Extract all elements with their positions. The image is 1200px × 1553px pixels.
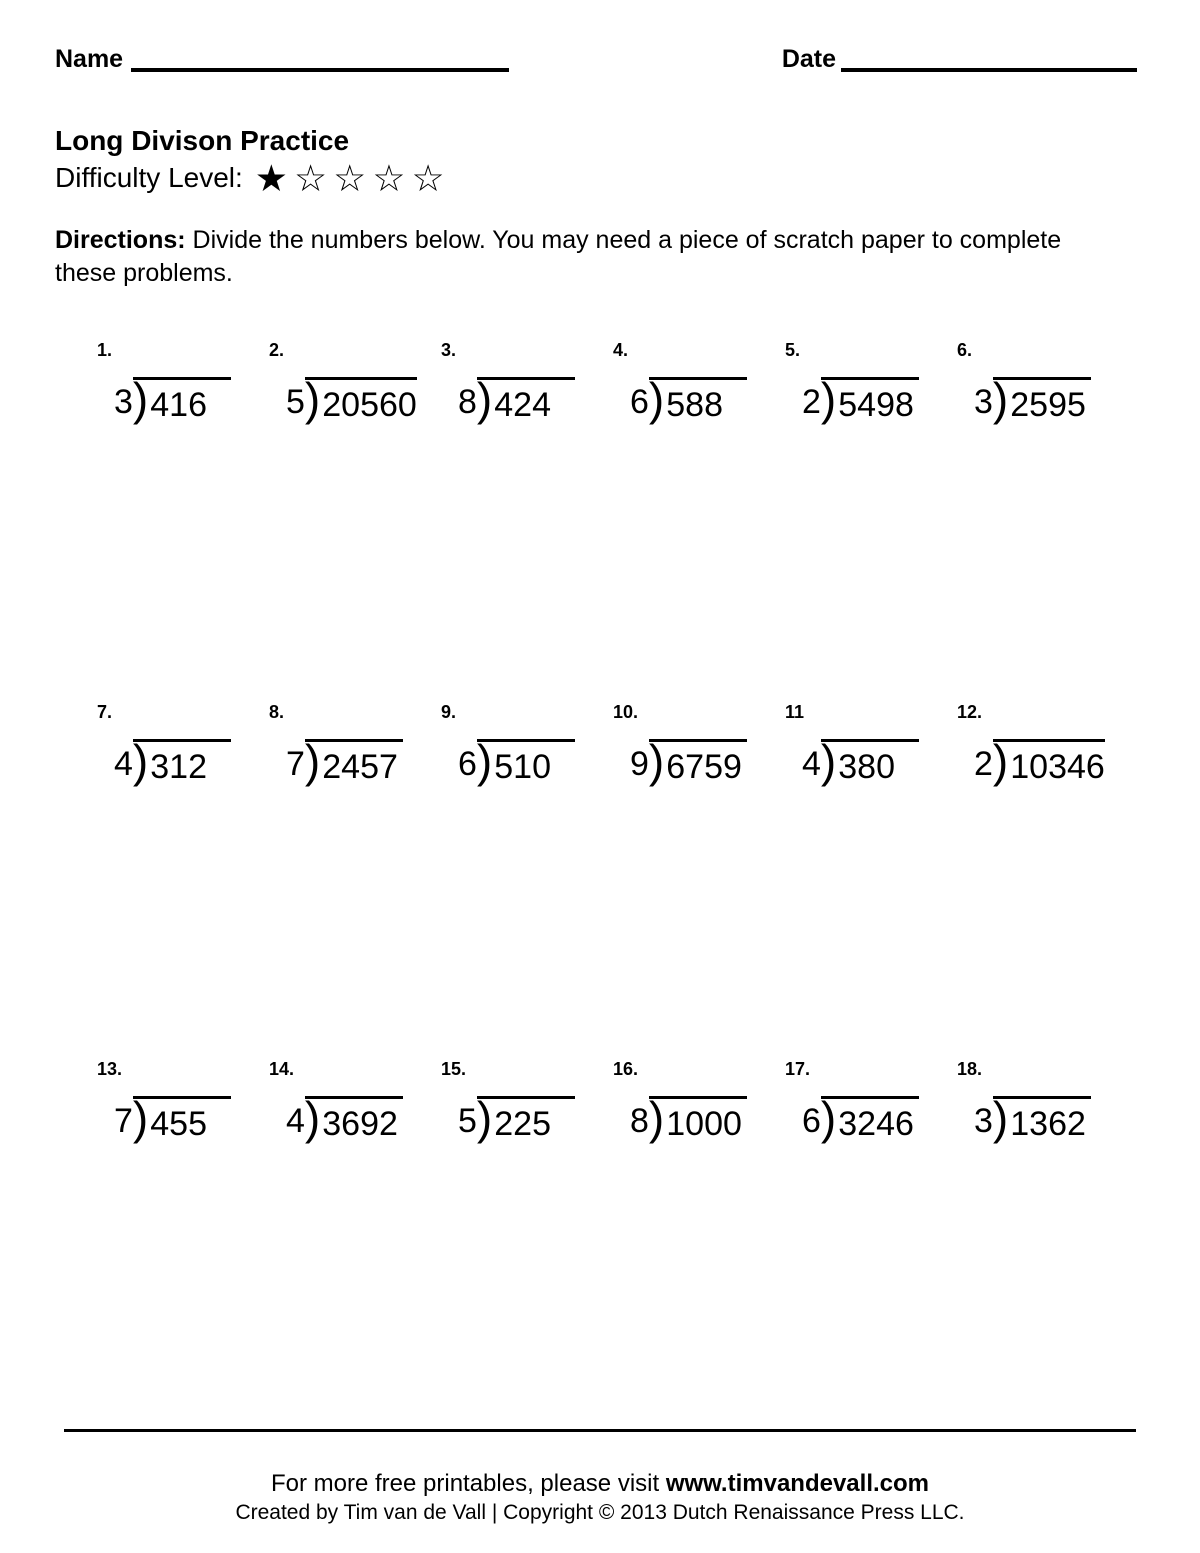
- division-bracket-icon: ): [820, 735, 837, 787]
- division-problem: [97, 701, 269, 1058]
- divisor-value: 4: [114, 745, 133, 783]
- division-bracket-icon: ): [992, 735, 1009, 787]
- long-division-bracket: [648, 373, 747, 425]
- dividend-value: 20560: [322, 386, 417, 424]
- problem-number: 2.: [269, 340, 285, 360]
- division-bracket-icon: ): [648, 735, 665, 787]
- divisor-value: 6: [630, 383, 649, 421]
- star-filled-icon: ★: [254, 157, 294, 200]
- division-problem: [97, 1058, 269, 1144]
- star-empty-icon: ☆: [411, 157, 451, 200]
- division-expression: [458, 735, 613, 787]
- division-expression: [286, 1092, 441, 1144]
- division-expression: [286, 373, 441, 425]
- long-division-bracket: [820, 735, 919, 787]
- star-empty-icon: ☆: [372, 157, 412, 200]
- long-division-bracket: [304, 373, 417, 425]
- problem-number: 7.: [97, 702, 113, 722]
- dividend-value: 380: [838, 748, 895, 786]
- divisor-value: 2: [802, 383, 821, 421]
- division-expression: [286, 735, 441, 787]
- problem-number: 15.: [441, 1059, 467, 1079]
- division-expression: [114, 373, 269, 425]
- dividend-value: 6759: [666, 748, 742, 786]
- date-blank-line: [841, 44, 1137, 72]
- dividend-value: 2595: [1010, 386, 1086, 424]
- header: [55, 44, 1137, 72]
- division-problem: [613, 339, 785, 701]
- date-field: [782, 44, 1137, 72]
- division-bracket-icon: ): [820, 373, 837, 425]
- long-division-bracket: [992, 373, 1091, 425]
- dividend-value: 312: [150, 748, 207, 786]
- problem-number: 14.: [269, 1059, 295, 1079]
- division-expression: [974, 373, 1129, 425]
- dividend-value: 10346: [1010, 748, 1105, 786]
- long-division-bracket: [132, 1092, 231, 1144]
- problem-number: 5.: [785, 340, 801, 360]
- division-problem: [957, 701, 1129, 1058]
- problem-number: 10.: [613, 702, 639, 722]
- problems-grid: [97, 339, 1129, 1144]
- divisor-value: 8: [630, 1102, 649, 1140]
- division-bracket-icon: ): [992, 1092, 1009, 1144]
- long-division-bracket: [304, 735, 403, 787]
- division-expression: [630, 735, 785, 787]
- long-division-bracket: [132, 373, 231, 425]
- long-division-bracket: [992, 1092, 1091, 1144]
- division-expression: [114, 1092, 269, 1144]
- division-problem: [441, 339, 613, 701]
- division-expression: [630, 1092, 785, 1144]
- problems-row: [97, 1058, 1129, 1144]
- problem-number: 8.: [269, 702, 285, 722]
- dividend-value: 588: [666, 386, 723, 424]
- dividend-value: 1000: [666, 1105, 742, 1143]
- division-problem: [441, 701, 613, 1058]
- footer: [0, 1468, 1200, 1527]
- division-bracket-icon: ): [820, 1092, 837, 1144]
- division-problem: [269, 701, 441, 1058]
- division-problem: [97, 339, 269, 701]
- directions: [55, 224, 1077, 290]
- name-field: [55, 44, 509, 72]
- division-expression: [802, 373, 957, 425]
- problems-row: [97, 339, 1129, 701]
- divisor-value: 2: [974, 745, 993, 783]
- long-division-bracket: [132, 735, 231, 787]
- problem-number: 16.: [613, 1059, 639, 1079]
- dividend-value: 510: [494, 748, 551, 786]
- name-blank-line: [131, 44, 509, 72]
- problem-number: 17.: [785, 1059, 811, 1079]
- division-expression: [802, 735, 957, 787]
- division-bracket-icon: ): [304, 735, 321, 787]
- footer-line1-text: For more free printables, please visit: [270, 1470, 666, 1497]
- name-label: Name: [55, 45, 124, 73]
- dividend-value: 455: [150, 1105, 207, 1143]
- problem-number: 12.: [957, 702, 983, 722]
- problems-row: [97, 701, 1129, 1058]
- division-expression: [630, 373, 785, 425]
- division-problem: [613, 701, 785, 1058]
- division-bracket-icon: ): [132, 1092, 149, 1144]
- divisor-value: 3: [974, 1102, 993, 1140]
- problem-number: 9.: [441, 702, 457, 722]
- division-bracket-icon: ): [304, 1092, 321, 1144]
- long-division-bracket: [820, 1092, 919, 1144]
- problem-number: 13.: [97, 1059, 123, 1079]
- difficulty-label: Difficulty Level:: [55, 162, 243, 193]
- divisor-value: 3: [114, 383, 133, 421]
- problem-number: 4.: [613, 340, 629, 360]
- divisor-value: 4: [286, 1102, 305, 1140]
- division-expression: [458, 373, 613, 425]
- problem-number: 18.: [957, 1059, 983, 1079]
- division-problem: [613, 1058, 785, 1144]
- divisor-value: 8: [458, 383, 477, 421]
- division-problem: [785, 701, 957, 1058]
- division-problem: [957, 1058, 1129, 1144]
- division-expression: [802, 1092, 957, 1144]
- long-division-bracket: [648, 1092, 747, 1144]
- dividend-value: 2457: [322, 748, 398, 786]
- problem-number: 6.: [957, 340, 973, 360]
- problem-number: 1.: [97, 340, 113, 360]
- long-division-bracket: [648, 735, 747, 787]
- long-division-bracket: [476, 735, 575, 787]
- star-empty-icon: ☆: [333, 157, 373, 200]
- division-expression: [114, 735, 269, 787]
- division-bracket-icon: ): [992, 373, 1009, 425]
- dividend-value: 416: [150, 386, 207, 424]
- division-bracket-icon: ): [476, 1092, 493, 1144]
- long-division-bracket: [476, 1092, 575, 1144]
- divisor-value: 9: [630, 745, 649, 783]
- problem-number: 11: [785, 702, 805, 722]
- divisor-value: 6: [458, 745, 477, 783]
- division-bracket-icon: ): [304, 373, 321, 425]
- division-bracket-icon: ): [648, 1092, 665, 1144]
- long-division-bracket: [992, 735, 1105, 787]
- division-expression: [458, 1092, 613, 1144]
- star-empty-icon: ☆: [293, 157, 334, 200]
- division-bracket-icon: ): [132, 735, 149, 787]
- division-problem: [785, 339, 957, 701]
- divisor-value: 3: [974, 383, 993, 421]
- divisor-value: 5: [286, 383, 305, 421]
- directions-text: Divide the numbers below. You may need a piece of scratch paper to complete these problems.: [55, 226, 1062, 287]
- division-problem: [269, 1058, 441, 1144]
- footer-copyright: Created by Tim van de Vall | Copyright © 2013 Dutch Renaissance Press LLC.: [235, 1501, 965, 1524]
- division-bracket-icon: ): [132, 373, 149, 425]
- date-label: Date: [781, 45, 836, 73]
- division-problem: [957, 339, 1129, 701]
- long-division-bracket: [820, 373, 919, 425]
- divisor-value: 7: [286, 745, 305, 783]
- difficulty-row: [55, 158, 451, 198]
- long-division-bracket: [304, 1092, 403, 1144]
- division-bracket-icon: ): [648, 373, 665, 425]
- division-problem: [441, 1058, 613, 1144]
- division-bracket-icon: ): [476, 735, 493, 787]
- dividend-value: 225: [494, 1105, 551, 1143]
- divisor-value: 4: [802, 745, 821, 783]
- footer-divider: [64, 1429, 1136, 1432]
- division-problem: [269, 339, 441, 701]
- footer-line1: [0, 1468, 1200, 1499]
- dividend-value: 5498: [838, 386, 914, 424]
- difficulty-stars: [255, 158, 451, 198]
- dividend-value: 3246: [838, 1105, 914, 1143]
- dividend-value: 1362: [1010, 1105, 1086, 1143]
- page-title: Long Divison Practice: [55, 125, 350, 156]
- footer-website: www.timvandevall.com: [665, 1470, 930, 1497]
- divisor-value: 5: [458, 1102, 477, 1140]
- problem-number: 3.: [441, 340, 457, 360]
- long-division-bracket: [476, 373, 575, 425]
- division-expression: [974, 735, 1129, 787]
- divisor-value: 7: [114, 1102, 133, 1140]
- division-bracket-icon: ): [476, 373, 493, 425]
- division-problem: [785, 1058, 957, 1144]
- divisor-value: 6: [802, 1102, 821, 1140]
- dividend-value: 3692: [322, 1105, 398, 1143]
- division-expression: [974, 1092, 1129, 1144]
- dividend-value: 424: [494, 386, 551, 424]
- directions-label: Directions:: [55, 226, 186, 254]
